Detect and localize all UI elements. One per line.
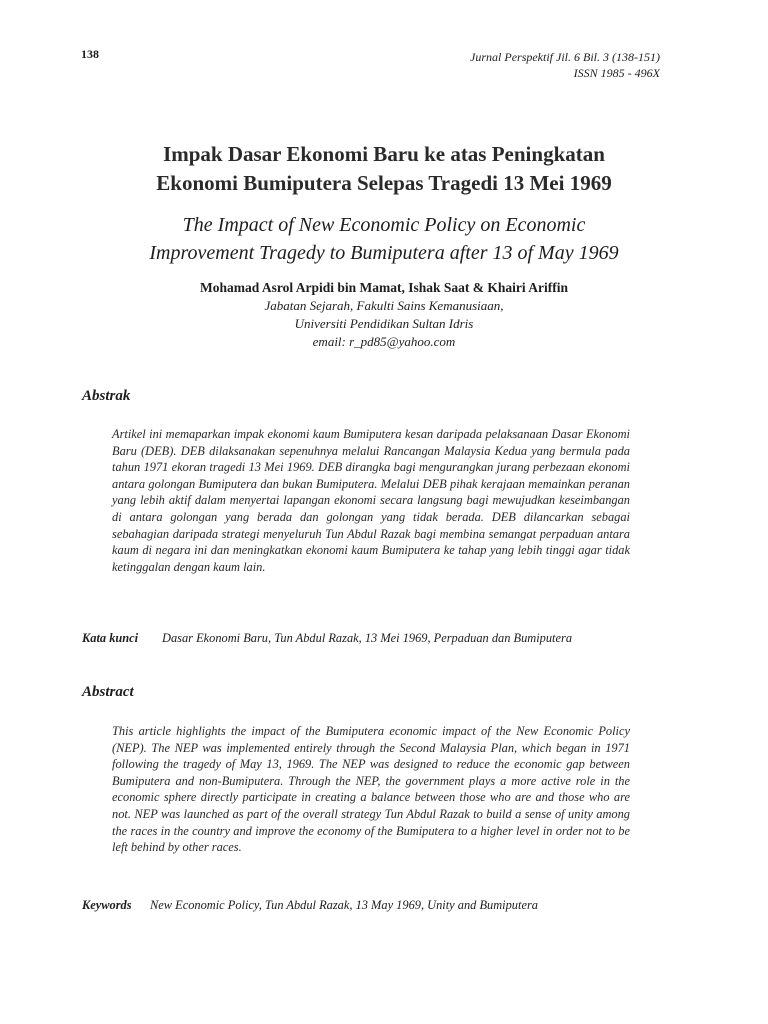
paper-title-line-1: Impak Dasar Ekonomi Baru ke atas Peningkatan (163, 142, 605, 166)
kata-kunci-row (82, 630, 630, 647)
journal-issn-line: ISSN 1985 - 496X (573, 66, 660, 80)
paper-english-title-line-1: The Impact of New Economic Policy on Economic (182, 214, 586, 236)
keywords-text: New Economic Policy, Tun Abdul Razak, 13 May 1969, Unity and Bumiputera (150, 898, 538, 912)
paper-english-title (60, 211, 708, 267)
abstrak-body: Artikel ini memaparkan impak ekonomi kaum Bumiputera kesan daripada pelaksanaan Dasar Ekonomi Baru (DEB). DEB dilaksanakan sepenuhnya melalui Rancangan Malaysia Kedua yang bermula pada tahun 1971 ekoran tragedi 13 Mei 1969. DEB dirangka bagi mengurangkan jurang perbezaan ekonomi antara golongan Bumiputera dan bukan Bumiputera. Melalui DEB pihak kerajaan memainkan peranan yang lebih aktif dalam menyertai lapangan ekonomi secara langsung bagi mewujudkan keseimbangan di antara golongan yang berada dan golongan yang tidak berada. DEB dilancarkan sebagai sebahagian daripada strategi menyeluruh Tun Abdul Razak bagi membina semangat perpaduan antara kaum di negara ini dan meningkatkan ekonomi kaum Bumiputera ke tahap yang lebih tinggi agar tidak ketinggalan dengan kaum lain. (112, 427, 630, 574)
kata-kunci-text: Dasar Ekonomi Baru, Tun Abdul Razak, 13 Mei 1969, Perpaduan dan Bumiputera (162, 631, 573, 645)
abstract-heading: Abstract (82, 684, 134, 700)
author-list: Mohamad Asrol Arpidi bin Mamat, Ishak Saat & Khairi Ariffin (199, 280, 569, 295)
paper-title-line-2: Ekonomi Bumiputera Selepas Tragedi 13 Mei 1969 (156, 171, 612, 195)
affiliation-university: Universiti Pendidikan Sultan Idris (294, 316, 474, 331)
author-affiliation (60, 297, 708, 351)
affiliation-email: email: r_pd85@yahoo.com (312, 334, 456, 349)
keywords-label: Keywords (82, 898, 132, 912)
keywords-row (82, 897, 630, 914)
journal-volume-line: Jurnal Perspektif Jil. 6 Bil. 3 (138-151) (470, 50, 660, 64)
kata-kunci-label: Kata kunci (82, 631, 139, 645)
journal-citation (470, 49, 660, 81)
abstract-body: This article highlights the impact of the Bumiputera economic impact of the New Economic Policy (NEP). The NEP was implemented entirely through the Second Malaysia Plan, which began in 1971 following the tragedy of May 13, 1969. The NEP was designed to reduce the economic gap between Bumiputera and non-Bumiputera. Through the NEP, the government plays a more active role in the economic sphere directly participate in creating a balance between those who are and those who are not. NEP was launched as part of the overall strategy Tun Abdul Razak to build a sense of unity among the races in the country and improve the economy of the Bumiputera to a higher level in order not to be left behind by other races. (112, 724, 630, 855)
abstrak-heading: Abstrak (82, 388, 131, 404)
page-number: 138 (81, 47, 99, 61)
paper-english-title-line-2: Improvement Tragedy to Bumiputera after 13 of May 1969 (149, 242, 619, 264)
affiliation-department: Jabatan Sejarah, Fakulti Sains Kemanusiaan, (264, 298, 504, 313)
paper-title (60, 140, 708, 198)
